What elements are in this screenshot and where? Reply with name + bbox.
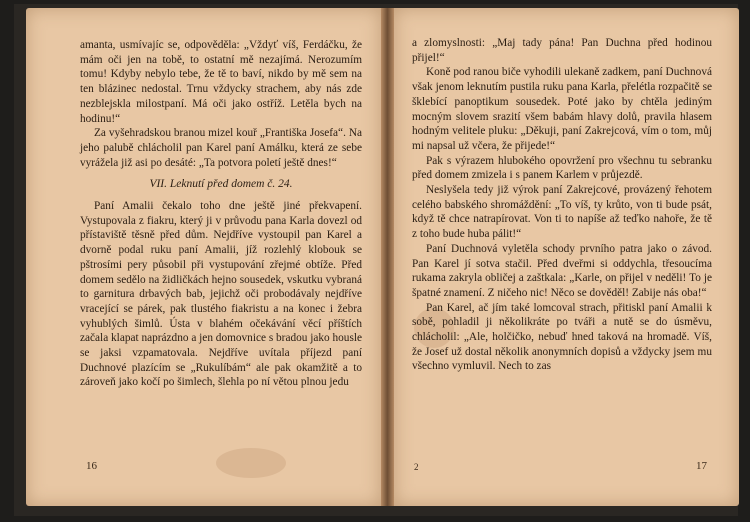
page-number: 17 <box>696 460 707 472</box>
right-page-text <box>412 36 712 374</box>
page-number: 16 <box>86 460 97 472</box>
book-gutter <box>381 8 394 506</box>
paragraph: Paní Duchnová vyletěla schody prvního patra jako o závod. Pan Karel jí sotva stačil. Před dveřmi si oddychla, třesoucíma rukama zakryla obličej a zaštkala: „Karle, on přijel v neděli! To je špatné znamení. Z ničeho nic! Něco se dověděl! Zabije nás oba!“ <box>412 242 712 299</box>
paragraph: Neslyšela tedy již výrok paní Zakrejcové, provázený řehotem celého babského shromáždění: „To víš, ty krůto, von ti bude psát, když tě chce natrapírovat. Von ti to napíše až teďko nahoře, že tě z toho bude huba pálit!“ <box>412 184 712 241</box>
chapter-heading: VII. Leknutí před domem č. 24. <box>149 178 293 191</box>
paragraph: Koně pod ranou biče vyhodili ulekaně zadkem, paní Duchnová však jenom leknutím pustila ruku pana Karla, přelétla rozpačitě se šklebící panoptikum sousedek. Poté jako by chtěla jediným mocným slovem srazití všem babám hlavy dolů, pravila hlasem hodným velitele pluku: „Děkuji, paní Zakrejcová, vím o tom, můj mi napsal už včera, že přijede!“ <box>412 66 712 152</box>
paragraph: a zlomyslnosti: „Maj tady pána! Pan Duchna před hodinou přijel!“ <box>412 37 712 64</box>
left-page <box>26 8 381 506</box>
paragraph: amanta, usmívajíc se, odpověděla: „Vždyť víš, Ferdáčku, že mám oči jen na tobě, to ostatní mě nezajímá. Nerozumím tomu! Kdyby nebylo tebe, že tě to baví, nikdo by mě sem na ten blázinec nedostal. Trnu vždycky strachem, aby nás zde nezblejskla milostpaní. Má oči jako ostříž. Letěla bych na hodinu!“ <box>80 39 362 125</box>
book-spread <box>14 4 738 516</box>
right-page <box>394 8 739 506</box>
signature-mark: 2 <box>414 462 419 472</box>
paragraph: Za vyšehradskou branou mizel kouř „Františka Josefa“. Na jeho palubě chlácholil pan Karel paní Amálku, která ze sebe vyrážela již asi po desáté: „Ta potvora poletí ještě dnes!“ <box>80 127 362 169</box>
paragraph: Pak s výrazem hlubokého opovržení pro všechnu tu sebranku před domem zmizela i s panem Karlem v průjezdě. <box>412 154 712 182</box>
paper-stain <box>216 448 286 478</box>
left-page-text <box>80 38 362 390</box>
paragraph: Paní Amalii čekalo toho dne ještě jiné překvapení. Vystupovala z fiakru, který ji v průvodu pana Karla dovezl od přístaviště těsně před dům. Nejdříve vystoupil pan Karel a dvorně podal ruku paní Amalii, jíž rozlehlý klobouk se pštrosími pery působil při vystupování zřejmé obtíže. Před domem sedělo na židličkách hejno sousedek, vskutku vybraná to garnitura drbavých bab, jejichž oči probodávaly nejdříve vracející se párek, pak tlustého fiakristu a na konec i žebra vyhublých šimlů. Ústa v blahém očekávání věcí příštích začala klapat naprázdno a jen domovnice s bradou jako housle se jaksi vzpamatovala. Nejdříve uvítala příjezd paní Duchnové plazícím se „Rukulíbám“ ale pak okamžitě a to zároveň jako kočí po šimlech, šlehla po ní větou plnou jedu <box>80 200 362 389</box>
paragraph: Pan Karel, ač jím také lomcoval strach, přitiskl paní Amalii k sobě, pohladil ji několikráte po tváři a nutě se do úsměvu, chlácholil: „Ale, holčičko, nebuď hned taková na hromadě. Víš, že Josef už dostal několik anonymních dopisů a vždycky jsem mu všechno vymluvil. Nech to zas <box>412 301 712 373</box>
